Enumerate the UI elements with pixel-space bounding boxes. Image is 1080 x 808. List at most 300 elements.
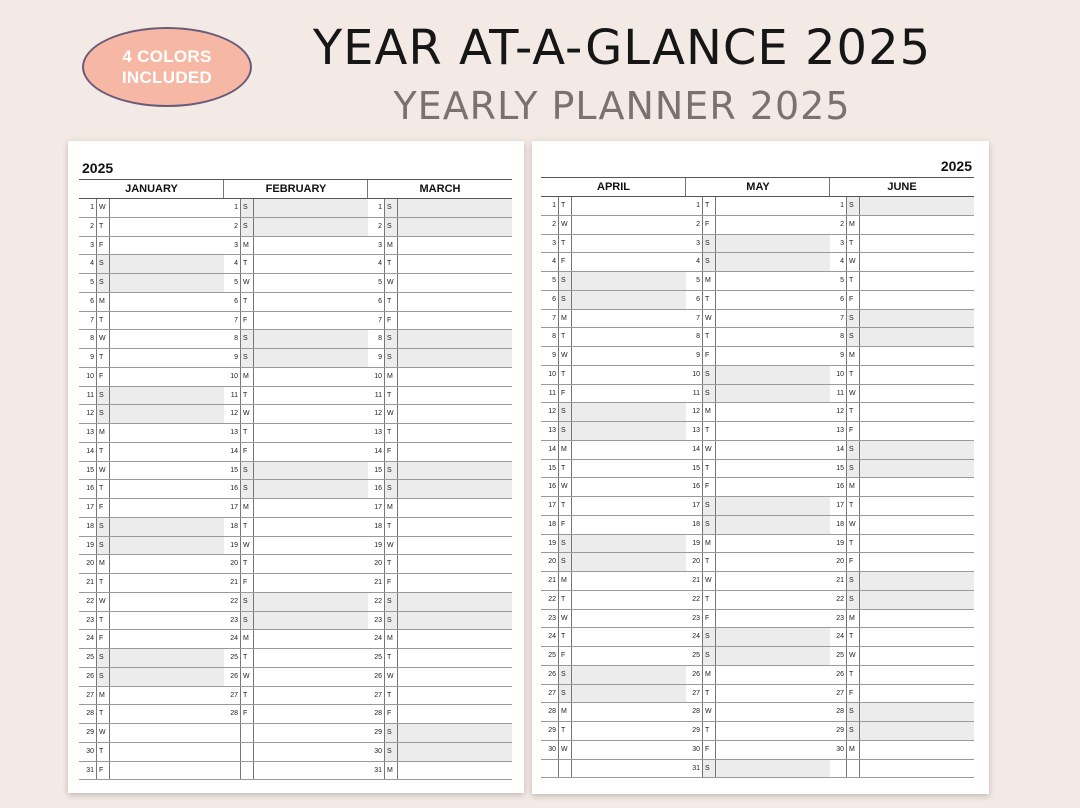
day-row[interactable] — [367, 274, 512, 293]
notes-cell[interactable] — [253, 593, 368, 611]
day-row[interactable] — [223, 237, 368, 256]
notes-cell[interactable] — [109, 237, 224, 255]
notes-cell[interactable] — [397, 687, 512, 705]
notes-cell[interactable] — [571, 441, 686, 459]
notes-cell[interactable] — [715, 328, 830, 346]
notes-cell[interactable] — [571, 272, 686, 290]
notes-cell[interactable] — [859, 553, 974, 571]
day-row[interactable] — [829, 685, 974, 704]
notes-cell[interactable] — [397, 405, 512, 423]
day-row[interactable] — [685, 385, 830, 404]
notes-cell[interactable] — [109, 443, 224, 461]
notes-cell[interactable] — [109, 593, 224, 611]
day-row[interactable] — [829, 478, 974, 497]
day-row[interactable] — [79, 612, 224, 631]
day-row[interactable] — [79, 349, 224, 368]
notes-cell[interactable] — [109, 424, 224, 442]
notes-cell[interactable] — [571, 628, 686, 646]
day-row[interactable] — [685, 553, 830, 572]
notes-cell[interactable] — [571, 403, 686, 421]
day-row[interactable] — [223, 480, 368, 499]
notes-cell[interactable] — [397, 630, 512, 648]
day-row[interactable] — [367, 518, 512, 537]
notes-cell[interactable] — [859, 497, 974, 515]
notes-cell[interactable] — [859, 628, 974, 646]
notes-cell[interactable] — [859, 441, 974, 459]
day-row[interactable] — [829, 535, 974, 554]
day-row[interactable] — [541, 703, 686, 722]
notes-cell[interactable] — [859, 685, 974, 703]
day-row[interactable] — [367, 537, 512, 556]
notes-cell[interactable] — [253, 405, 368, 423]
day-row[interactable] — [79, 518, 224, 537]
day-row[interactable] — [541, 760, 686, 779]
notes-cell[interactable] — [397, 555, 512, 573]
notes-cell[interactable] — [397, 274, 512, 292]
notes-cell[interactable] — [859, 516, 974, 534]
notes-cell[interactable] — [715, 685, 830, 703]
day-row[interactable] — [541, 441, 686, 460]
day-row[interactable] — [223, 574, 368, 593]
notes-cell[interactable] — [859, 572, 974, 590]
notes-cell[interactable] — [397, 199, 512, 217]
notes-cell[interactable] — [715, 703, 830, 721]
day-row[interactable] — [829, 666, 974, 685]
notes-cell[interactable] — [571, 741, 686, 759]
day-row[interactable] — [541, 478, 686, 497]
day-row[interactable] — [829, 647, 974, 666]
day-row[interactable] — [367, 237, 512, 256]
notes-cell[interactable] — [859, 422, 974, 440]
notes-cell[interactable] — [859, 610, 974, 628]
notes-cell[interactable] — [715, 272, 830, 290]
notes-cell[interactable] — [571, 572, 686, 590]
day-row[interactable] — [685, 235, 830, 254]
day-row[interactable] — [685, 722, 830, 741]
notes-cell[interactable] — [715, 347, 830, 365]
notes-cell[interactable] — [715, 610, 830, 628]
notes-cell[interactable] — [859, 460, 974, 478]
day-row[interactable] — [367, 255, 512, 274]
day-row[interactable] — [79, 574, 224, 593]
day-row[interactable] — [79, 462, 224, 481]
day-row[interactable] — [79, 237, 224, 256]
day-row[interactable] — [367, 649, 512, 668]
notes-cell[interactable] — [397, 724, 512, 742]
notes-cell[interactable] — [109, 518, 224, 536]
notes-cell[interactable] — [859, 478, 974, 496]
day-row[interactable] — [79, 255, 224, 274]
day-row[interactable] — [223, 293, 368, 312]
notes-cell[interactable] — [253, 330, 368, 348]
notes-cell[interactable] — [571, 235, 686, 253]
notes-cell[interactable] — [571, 647, 686, 665]
day-row[interactable] — [541, 741, 686, 760]
day-row[interactable] — [223, 443, 368, 462]
notes-cell[interactable] — [109, 537, 224, 555]
notes-cell[interactable] — [715, 235, 830, 253]
notes-cell[interactable] — [571, 197, 686, 215]
notes-cell[interactable] — [859, 216, 974, 234]
day-row[interactable] — [685, 216, 830, 235]
day-row[interactable] — [223, 762, 368, 781]
day-row[interactable] — [223, 349, 368, 368]
notes-cell[interactable] — [715, 441, 830, 459]
notes-cell[interactable] — [715, 310, 830, 328]
notes-cell[interactable] — [571, 291, 686, 309]
day-row[interactable] — [367, 762, 512, 781]
notes-cell[interactable] — [859, 722, 974, 740]
day-row[interactable] — [685, 535, 830, 554]
notes-cell[interactable] — [571, 610, 686, 628]
day-row[interactable] — [367, 387, 512, 406]
day-row[interactable] — [223, 462, 368, 481]
notes-cell[interactable] — [253, 349, 368, 367]
day-row[interactable] — [367, 705, 512, 724]
day-row[interactable] — [829, 216, 974, 235]
notes-cell[interactable] — [571, 253, 686, 271]
notes-cell[interactable] — [109, 499, 224, 517]
day-row[interactable] — [829, 272, 974, 291]
day-row[interactable] — [79, 443, 224, 462]
notes-cell[interactable] — [859, 291, 974, 309]
day-row[interactable] — [685, 591, 830, 610]
notes-cell[interactable] — [109, 330, 224, 348]
day-row[interactable] — [829, 628, 974, 647]
day-row[interactable] — [829, 553, 974, 572]
notes-cell[interactable] — [715, 535, 830, 553]
day-row[interactable] — [223, 330, 368, 349]
day-row[interactable] — [541, 647, 686, 666]
notes-cell[interactable] — [571, 385, 686, 403]
day-row[interactable] — [367, 330, 512, 349]
notes-cell[interactable] — [397, 462, 512, 480]
notes-cell[interactable] — [109, 218, 224, 236]
notes-cell[interactable] — [253, 237, 368, 255]
notes-cell[interactable] — [715, 516, 830, 534]
notes-cell[interactable] — [397, 293, 512, 311]
notes-cell[interactable] — [715, 666, 830, 684]
notes-cell[interactable] — [397, 218, 512, 236]
day-row[interactable] — [223, 199, 368, 218]
notes-cell[interactable] — [253, 612, 368, 630]
notes-cell[interactable] — [859, 760, 974, 778]
notes-cell[interactable] — [571, 366, 686, 384]
day-row[interactable] — [79, 330, 224, 349]
notes-cell[interactable] — [571, 703, 686, 721]
notes-cell[interactable] — [109, 387, 224, 405]
day-row[interactable] — [223, 218, 368, 237]
day-row[interactable] — [223, 499, 368, 518]
day-row[interactable] — [79, 499, 224, 518]
day-row[interactable] — [685, 628, 830, 647]
notes-cell[interactable] — [397, 518, 512, 536]
notes-cell[interactable] — [859, 385, 974, 403]
notes-cell[interactable] — [109, 255, 224, 273]
day-row[interactable] — [685, 478, 830, 497]
notes-cell[interactable] — [715, 366, 830, 384]
day-row[interactable] — [79, 368, 224, 387]
day-row[interactable] — [541, 197, 686, 216]
day-row[interactable] — [79, 762, 224, 781]
notes-cell[interactable] — [715, 553, 830, 571]
day-row[interactable] — [223, 705, 368, 724]
notes-cell[interactable] — [397, 668, 512, 686]
notes-cell[interactable] — [109, 480, 224, 498]
day-row[interactable] — [367, 349, 512, 368]
notes-cell[interactable] — [253, 724, 368, 742]
notes-cell[interactable] — [253, 574, 368, 592]
day-row[interactable] — [367, 368, 512, 387]
notes-cell[interactable] — [253, 480, 368, 498]
notes-cell[interactable] — [109, 724, 224, 742]
notes-cell[interactable] — [109, 199, 224, 217]
notes-cell[interactable] — [397, 237, 512, 255]
day-row[interactable] — [223, 649, 368, 668]
day-row[interactable] — [829, 760, 974, 779]
day-row[interactable] — [541, 610, 686, 629]
day-row[interactable] — [223, 743, 368, 762]
day-row[interactable] — [541, 572, 686, 591]
notes-cell[interactable] — [253, 743, 368, 761]
day-row[interactable] — [829, 460, 974, 479]
notes-cell[interactable] — [253, 630, 368, 648]
notes-cell[interactable] — [253, 255, 368, 273]
notes-cell[interactable] — [859, 535, 974, 553]
notes-cell[interactable] — [253, 274, 368, 292]
notes-cell[interactable] — [253, 312, 368, 330]
notes-cell[interactable] — [109, 687, 224, 705]
day-row[interactable] — [367, 630, 512, 649]
day-row[interactable] — [79, 274, 224, 293]
day-row[interactable] — [829, 403, 974, 422]
notes-cell[interactable] — [715, 760, 830, 778]
notes-cell[interactable] — [859, 310, 974, 328]
notes-cell[interactable] — [859, 591, 974, 609]
notes-cell[interactable] — [571, 516, 686, 534]
day-row[interactable] — [541, 628, 686, 647]
day-row[interactable] — [367, 312, 512, 331]
notes-cell[interactable] — [859, 197, 974, 215]
notes-cell[interactable] — [109, 705, 224, 723]
day-row[interactable] — [79, 199, 224, 218]
notes-cell[interactable] — [571, 497, 686, 515]
day-row[interactable] — [829, 385, 974, 404]
notes-cell[interactable] — [715, 253, 830, 271]
notes-cell[interactable] — [397, 349, 512, 367]
day-row[interactable] — [79, 668, 224, 687]
notes-cell[interactable] — [253, 687, 368, 705]
day-row[interactable] — [541, 591, 686, 610]
day-row[interactable] — [367, 687, 512, 706]
notes-cell[interactable] — [397, 255, 512, 273]
notes-cell[interactable] — [397, 330, 512, 348]
day-row[interactable] — [79, 630, 224, 649]
notes-cell[interactable] — [253, 443, 368, 461]
day-row[interactable] — [223, 312, 368, 331]
notes-cell[interactable] — [109, 368, 224, 386]
notes-cell[interactable] — [715, 572, 830, 590]
day-row[interactable] — [79, 743, 224, 762]
notes-cell[interactable] — [715, 478, 830, 496]
day-row[interactable] — [685, 666, 830, 685]
notes-cell[interactable] — [109, 555, 224, 573]
day-row[interactable] — [541, 722, 686, 741]
notes-cell[interactable] — [715, 291, 830, 309]
notes-cell[interactable] — [715, 385, 830, 403]
day-row[interactable] — [541, 347, 686, 366]
day-row[interactable] — [541, 366, 686, 385]
day-row[interactable] — [685, 497, 830, 516]
day-row[interactable] — [541, 272, 686, 291]
day-row[interactable] — [367, 405, 512, 424]
notes-cell[interactable] — [253, 199, 368, 217]
day-row[interactable] — [541, 253, 686, 272]
day-row[interactable] — [829, 741, 974, 760]
day-row[interactable] — [79, 593, 224, 612]
day-row[interactable] — [223, 274, 368, 293]
day-row[interactable] — [367, 218, 512, 237]
notes-cell[interactable] — [109, 349, 224, 367]
day-row[interactable] — [79, 537, 224, 556]
notes-cell[interactable] — [859, 403, 974, 421]
notes-cell[interactable] — [859, 647, 974, 665]
notes-cell[interactable] — [397, 593, 512, 611]
notes-cell[interactable] — [397, 612, 512, 630]
day-row[interactable] — [829, 703, 974, 722]
notes-cell[interactable] — [253, 555, 368, 573]
notes-cell[interactable] — [397, 762, 512, 780]
day-row[interactable] — [541, 497, 686, 516]
day-row[interactable] — [367, 462, 512, 481]
day-row[interactable] — [685, 741, 830, 760]
notes-cell[interactable] — [253, 368, 368, 386]
day-row[interactable] — [223, 537, 368, 556]
notes-cell[interactable] — [397, 649, 512, 667]
notes-cell[interactable] — [571, 760, 686, 778]
notes-cell[interactable] — [397, 480, 512, 498]
day-row[interactable] — [829, 347, 974, 366]
notes-cell[interactable] — [253, 762, 368, 780]
day-row[interactable] — [367, 293, 512, 312]
day-row[interactable] — [223, 255, 368, 274]
day-row[interactable] — [367, 743, 512, 762]
day-row[interactable] — [541, 666, 686, 685]
day-row[interactable] — [541, 328, 686, 347]
day-row[interactable] — [685, 310, 830, 329]
day-row[interactable] — [541, 516, 686, 535]
day-row[interactable] — [223, 368, 368, 387]
day-row[interactable] — [829, 422, 974, 441]
day-row[interactable] — [829, 253, 974, 272]
day-row[interactable] — [367, 668, 512, 687]
day-row[interactable] — [829, 591, 974, 610]
notes-cell[interactable] — [397, 312, 512, 330]
day-row[interactable] — [685, 760, 830, 779]
day-row[interactable] — [367, 555, 512, 574]
notes-cell[interactable] — [253, 537, 368, 555]
notes-cell[interactable] — [109, 612, 224, 630]
day-row[interactable] — [829, 197, 974, 216]
day-row[interactable] — [223, 424, 368, 443]
notes-cell[interactable] — [859, 347, 974, 365]
day-row[interactable] — [223, 405, 368, 424]
day-row[interactable] — [79, 312, 224, 331]
day-row[interactable] — [541, 216, 686, 235]
day-row[interactable] — [829, 572, 974, 591]
day-row[interactable] — [541, 535, 686, 554]
notes-cell[interactable] — [715, 403, 830, 421]
notes-cell[interactable] — [253, 499, 368, 517]
notes-cell[interactable] — [715, 422, 830, 440]
notes-cell[interactable] — [109, 743, 224, 761]
day-row[interactable] — [829, 722, 974, 741]
day-row[interactable] — [685, 516, 830, 535]
day-row[interactable] — [685, 610, 830, 629]
day-row[interactable] — [541, 310, 686, 329]
notes-cell[interactable] — [859, 235, 974, 253]
notes-cell[interactable] — [715, 460, 830, 478]
day-row[interactable] — [367, 612, 512, 631]
notes-cell[interactable] — [571, 685, 686, 703]
day-row[interactable] — [685, 291, 830, 310]
day-row[interactable] — [541, 685, 686, 704]
notes-cell[interactable] — [715, 197, 830, 215]
notes-cell[interactable] — [859, 328, 974, 346]
day-row[interactable] — [79, 405, 224, 424]
day-row[interactable] — [79, 705, 224, 724]
notes-cell[interactable] — [571, 460, 686, 478]
day-row[interactable] — [367, 199, 512, 218]
day-row[interactable] — [541, 235, 686, 254]
notes-cell[interactable] — [109, 274, 224, 292]
notes-cell[interactable] — [397, 424, 512, 442]
notes-cell[interactable] — [571, 328, 686, 346]
day-row[interactable] — [79, 218, 224, 237]
day-row[interactable] — [367, 593, 512, 612]
notes-cell[interactable] — [571, 535, 686, 553]
day-row[interactable] — [79, 649, 224, 668]
day-row[interactable] — [829, 310, 974, 329]
day-row[interactable] — [685, 197, 830, 216]
day-row[interactable] — [223, 518, 368, 537]
day-row[interactable] — [541, 291, 686, 310]
day-row[interactable] — [829, 291, 974, 310]
day-row[interactable] — [367, 443, 512, 462]
notes-cell[interactable] — [109, 668, 224, 686]
day-row[interactable] — [367, 480, 512, 499]
day-row[interactable] — [685, 328, 830, 347]
notes-cell[interactable] — [397, 368, 512, 386]
day-row[interactable] — [223, 612, 368, 631]
day-row[interactable] — [79, 687, 224, 706]
day-row[interactable] — [685, 460, 830, 479]
day-row[interactable] — [223, 593, 368, 612]
day-row[interactable] — [685, 347, 830, 366]
day-row[interactable] — [541, 553, 686, 572]
notes-cell[interactable] — [571, 722, 686, 740]
notes-cell[interactable] — [571, 310, 686, 328]
day-row[interactable] — [223, 687, 368, 706]
day-row[interactable] — [685, 703, 830, 722]
day-row[interactable] — [685, 366, 830, 385]
notes-cell[interactable] — [253, 424, 368, 442]
notes-cell[interactable] — [571, 422, 686, 440]
notes-cell[interactable] — [715, 741, 830, 759]
day-row[interactable] — [829, 516, 974, 535]
notes-cell[interactable] — [109, 762, 224, 780]
day-row[interactable] — [829, 366, 974, 385]
